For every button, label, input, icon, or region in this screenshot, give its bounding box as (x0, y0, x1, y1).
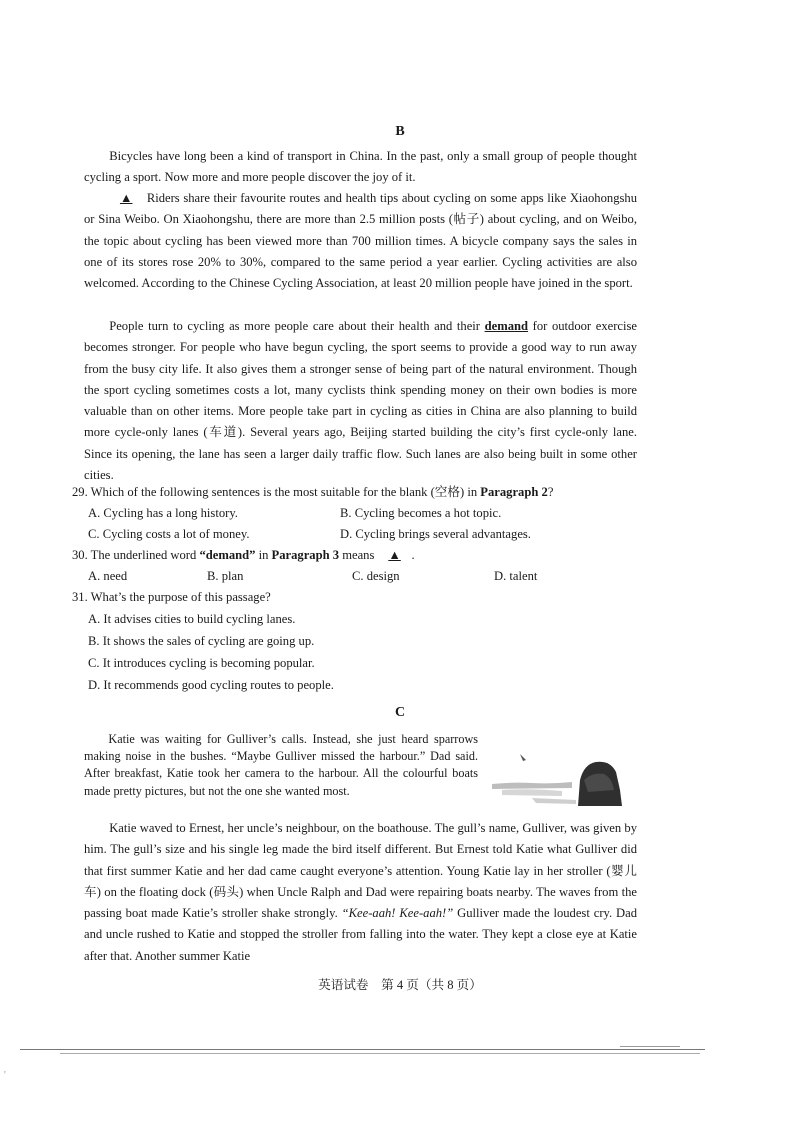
section-b-paragraph-2 (84, 188, 637, 294)
page-footer: 英语试卷 第 4 页（共 8 页） (318, 978, 482, 992)
q31-option-d[interactable]: D. It recommends good cycling routes to people. (88, 678, 334, 692)
q30-option-c[interactable]: C. design (352, 569, 400, 583)
section-b-heading: B (395, 124, 405, 139)
q30-stem-text: 30. The underlined word (72, 548, 197, 562)
section-c-intro: Katie was waiting for Gulliver’s calls. Instead, she just heard sparrows making noise in the bushes. “Maybe Gulliver missed the harbour.” Dad said. After breakfast, Katie took her camera to the harbour. All the colourful boats made pretty pictures, but not the one she wanted most. (84, 732, 478, 798)
q29-stem-end: ? (547, 485, 554, 499)
q31-option-b[interactable]: B. It shows the sales of cycling are going up. (88, 634, 315, 648)
gull-bird-icon (520, 754, 526, 761)
harbour-shore-image (492, 762, 622, 806)
q30-option-d[interactable]: D. talent (494, 569, 538, 583)
c-paragraph-2-text-after: Gulliver made the loudest cry. Dad and uncle rushed to Katie and stopped the stroller from falling into the water. They kept a close eye at Katie after that. Another summer Katie (84, 906, 638, 963)
q30-option-a[interactable]: A. need (88, 569, 128, 583)
q30-option-b[interactable]: B. plan (207, 569, 244, 583)
paragraph-3-text-before: People turn to cycling as more people care about their health and their (109, 319, 480, 333)
paragraph-3-text-after: for outdoor exercise becomes stronger. For people who have begun cycling, the sport seems to provide a good way to run away from the busy city life. It also gives them a stronger sense of being part of the natural environment. Though the sport cycling sometimes costs a lot, many cyclists think spending money on their own bodies is more valuable than on other items. More people take part in cycling as cities in China are also planning to build more cycle-only lanes (车道). Several years ago, Beijing started building the city’s first cycle-only lane. Since its opening, the lane has seen a larger daily traffic flow. Such lanes are also being built in some other cities. (84, 319, 637, 483)
q30-blank-mark: ▲ (388, 548, 401, 562)
q31-option-c[interactable]: C. It introduces cycling is becoming popular. (88, 656, 315, 670)
blank-mark: ▲ (119, 191, 133, 205)
gull-cry: “Kee-aah! Kee-aah!” (341, 906, 454, 921)
section-b-paragraph-1: Bicycles have long been a kind of transport in China. In the past, only a small group of people thought cycling a sport. Now more and more people discover the joy of it. (84, 149, 637, 185)
scan-line-2 (60, 1053, 700, 1054)
q30-stem-mid: in (258, 548, 269, 562)
q30-word-ref: “demand” (199, 548, 256, 562)
question-29-stem (72, 482, 553, 503)
question-31-stem: 31. What’s the purpose of this passage? (72, 590, 271, 604)
scan-line-3 (620, 1046, 680, 1047)
section-c-paragraph-2 (84, 818, 637, 967)
q29-stem-text: 29. Which of the following sentences is the most suitable for the blank (空格) in (72, 485, 478, 499)
gull-photo (492, 750, 624, 806)
q30-paragraph-ref: Paragraph 3 (271, 548, 340, 562)
question-30-stem: 30. The underlined word “demand” in Paragraph 3 means ▲ . (72, 545, 415, 566)
c-paragraph-2-text-before: Katie waved to Ernest, her uncle’s neighbour, on the boathouse. The gull’s name, Gulliver, was given by him. The gull’s size and his single leg made the bird itself different. But Ernest told Katie what Gulliver did that first summer Katie and her dad came caught everyone’s attention. Young Katie lay in her stroller (婴儿车) on the floating dock (码头) when Uncle Ralph and Dad were repairing boats nearby. The waves from the passing boat made Katie’s stroller shake strongly. (84, 821, 637, 921)
q29-option-a[interactable]: A. Cycling has a long history. (88, 506, 238, 520)
scan-mark: ' (4, 1070, 6, 1081)
scan-line (20, 1049, 705, 1050)
underlined-word-demand: demand (484, 319, 529, 333)
q31-option-a[interactable]: A. It advises cities to build cycling lanes. (88, 612, 296, 626)
q29-paragraph-ref: Paragraph 2 (480, 485, 548, 499)
section-c-heading: C (394, 705, 406, 720)
q29-option-c[interactable]: C. Cycling costs a lot of money. (88, 527, 250, 541)
q29-option-b[interactable]: B. Cycling becomes a hot topic. (340, 506, 502, 520)
q29-option-d[interactable]: D. Cycling brings several advantages. (340, 527, 531, 541)
section-b-paragraph-3 (84, 316, 637, 486)
paragraph-2-text: Riders share their favourite routes and health tips about cycling on some apps like Xiaohongshu or Sina Weibo. On Xiaohongshu, there are more than 2.5 million posts (帖子) about cycling, and on Weibo, the topic about cycling has been viewed more than 700 million times. A bicycle company says the sales in one of its stores rose 20% to 30%, compared to the same period a year earlier. Cycling activities are also welcomed. According to the Chinese Cycling Association, at least 20 million people have joined in the sport. (84, 191, 637, 291)
q30-stem-end: means (342, 548, 375, 562)
